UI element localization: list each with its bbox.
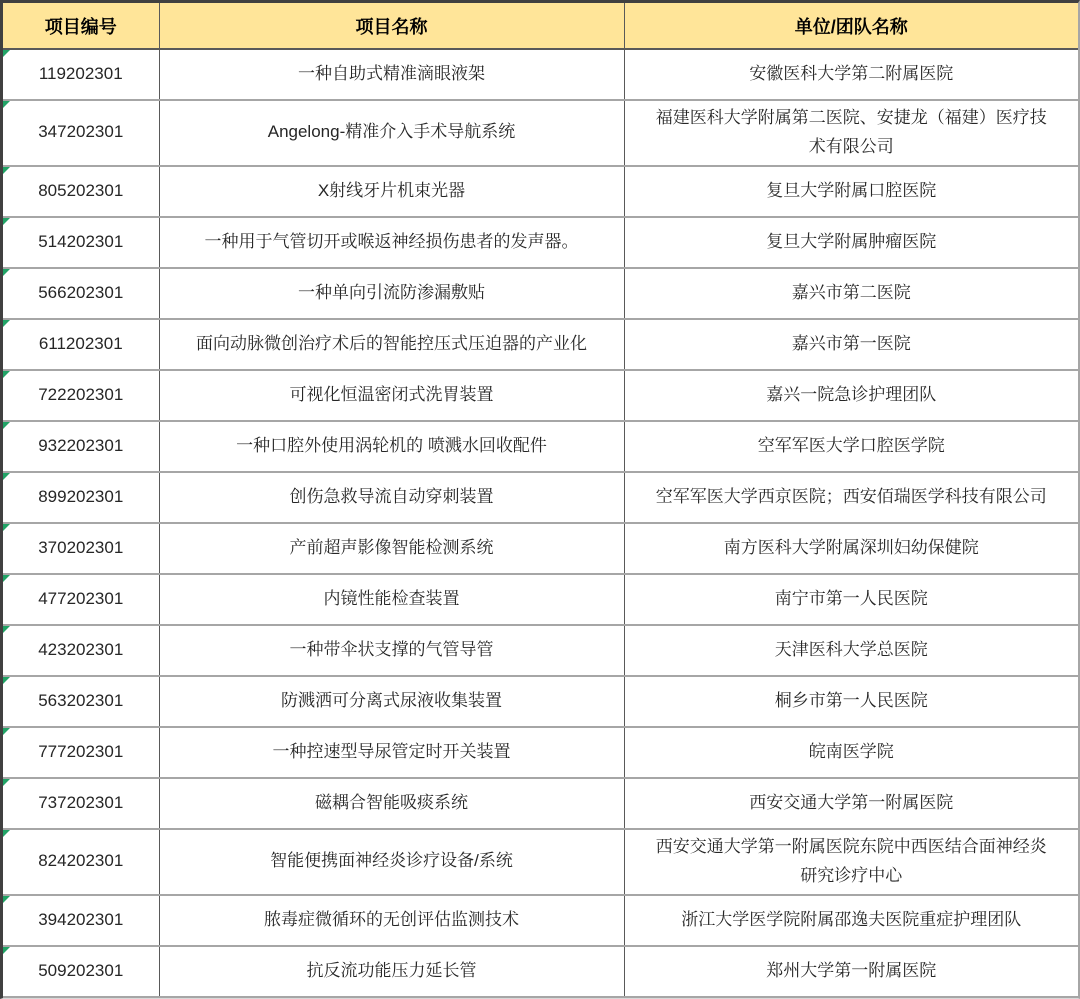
project-id-cell [3, 829, 159, 895]
project-id-text: 563202301 [38, 690, 124, 710]
project-id-text: 119202301 [38, 64, 123, 84]
org-name-cell: 桐乡市第一人民医院 [624, 676, 1078, 727]
project-id-cell [3, 625, 159, 676]
project-name-cell: 一种用于气管切开或喉返神经损伤患者的发声器。 [159, 217, 624, 268]
table-row [3, 574, 1078, 625]
project-name-cell: X射线牙片机束光器 [159, 166, 624, 217]
green-triangle-icon [3, 101, 10, 108]
project-id-cell [3, 370, 159, 421]
project-name-cell: Angelong-精准介入手术导航系统 [159, 100, 624, 166]
table-row [3, 49, 1078, 100]
table-row [3, 166, 1078, 217]
project-id-text: 370202301 [38, 537, 124, 557]
green-triangle-icon [3, 473, 10, 480]
project-name-cell: 可视化恒温密闭式洗胃装置 [159, 370, 624, 421]
project-id-cell [3, 319, 159, 370]
table-row [3, 523, 1078, 574]
project-id-text: 737202301 [38, 792, 124, 812]
project-id-cell [3, 217, 159, 268]
projects-table [3, 3, 1078, 998]
project-id-text: 423202301 [38, 639, 124, 659]
project-id-text: 347202301 [38, 122, 124, 142]
org-name-cell: 复旦大学附属口腔医院 [624, 166, 1078, 217]
table-row [3, 625, 1078, 676]
green-triangle-icon [3, 830, 10, 837]
project-id-text: 566202301 [38, 282, 124, 302]
project-id-text: 899202301 [38, 486, 124, 506]
table-row [3, 946, 1078, 997]
green-triangle-icon [3, 626, 10, 633]
project-name-cell: 防溅洒可分离式尿液收集装置 [159, 676, 624, 727]
green-triangle-icon [3, 575, 10, 582]
project-name-cell: 抗反流功能压力延长管 [159, 946, 624, 997]
project-id-text: 611202301 [38, 333, 123, 353]
project-id-text: 514202301 [38, 231, 124, 251]
column-header-project-id: 项目编号 [3, 3, 159, 49]
project-id-text: 394202301 [38, 909, 124, 929]
project-id-text: 477202301 [38, 588, 124, 608]
project-id-cell [3, 100, 159, 166]
project-id-cell [3, 574, 159, 625]
green-triangle-icon [3, 269, 10, 276]
org-name-cell: 空军军医大学西京医院；西安佰瑞医学科技有限公司 [624, 472, 1078, 523]
green-triangle-icon [3, 677, 10, 684]
project-id-text: 722202301 [38, 384, 124, 404]
project-name-cell: 智能便携面神经炎诊疗设备/系统 [159, 829, 624, 895]
header-row [3, 3, 1078, 49]
table-row [3, 370, 1078, 421]
project-id-cell [3, 676, 159, 727]
org-name-cell: 南方医科大学附属深圳妇幼保健院 [624, 523, 1078, 574]
table-row [3, 472, 1078, 523]
table-header [3, 3, 1078, 49]
org-name-cell: 西安交通大学第一附属医院 [624, 778, 1078, 829]
project-name-cell: 一种带伞状支撑的气管导管 [159, 625, 624, 676]
project-id-cell [3, 268, 159, 319]
org-name-cell: 皖南医学院 [624, 727, 1078, 778]
org-name-cell: 福建医科大学附属第二医院、安捷龙（福建）医疗技术有限公司 [624, 100, 1078, 166]
project-id-cell [3, 166, 159, 217]
green-triangle-icon [3, 50, 10, 57]
table-row [3, 319, 1078, 370]
org-name-cell: 南宁市第一人民医院 [624, 574, 1078, 625]
project-name-cell: 创伤急救导流自动穿刺装置 [159, 472, 624, 523]
table-row [3, 829, 1078, 895]
org-name-cell: 嘉兴市第一医院 [624, 319, 1078, 370]
table-row [3, 421, 1078, 472]
project-name-cell: 脓毒症微循环的无创评估监测技术 [159, 895, 624, 946]
table-row [3, 676, 1078, 727]
org-name-cell: 郑州大学第一附属医院 [624, 946, 1078, 997]
column-header-org-name: 单位/团队名称 [624, 3, 1078, 49]
project-id-text: 777202301 [38, 741, 124, 761]
org-name-cell: 空军军医大学口腔医学院 [624, 421, 1078, 472]
org-name-cell: 复旦大学附属肿瘤医院 [624, 217, 1078, 268]
project-name-cell: 面向动脉微创治疗术后的智能控压式压迫器的产业化 [159, 319, 624, 370]
green-triangle-icon [3, 728, 10, 735]
project-id-text: 805202301 [38, 180, 124, 200]
green-triangle-icon [3, 320, 10, 327]
project-id-text: 824202301 [38, 851, 124, 871]
project-id-cell [3, 472, 159, 523]
project-name-cell: 内镜性能检查装置 [159, 574, 624, 625]
column-header-project-name: 项目名称 [159, 3, 624, 49]
project-id-cell [3, 727, 159, 778]
table-body [3, 49, 1078, 997]
table-row [3, 268, 1078, 319]
project-id-cell [3, 946, 159, 997]
project-name-cell: 一种控速型导尿管定时开关装置 [159, 727, 624, 778]
green-triangle-icon [3, 422, 10, 429]
project-id-cell [3, 895, 159, 946]
project-name-cell: 一种口腔外使用涡轮机的 喷溅水回收配件 [159, 421, 624, 472]
table-row [3, 217, 1078, 268]
org-name-cell: 天津医科大学总医院 [624, 625, 1078, 676]
table-row [3, 895, 1078, 946]
project-name-cell: 一种单向引流防渗漏敷贴 [159, 268, 624, 319]
org-name-cell: 浙江大学医学院附属邵逸夫医院重症护理团队 [624, 895, 1078, 946]
green-triangle-icon [3, 896, 10, 903]
org-name-cell: 嘉兴一院急诊护理团队 [624, 370, 1078, 421]
project-id-text: 932202301 [38, 435, 124, 455]
project-id-cell [3, 523, 159, 574]
green-triangle-icon [3, 947, 10, 954]
project-name-cell: 一种自助式精准滴眼液架 [159, 49, 624, 100]
green-triangle-icon [3, 779, 10, 786]
project-id-cell [3, 421, 159, 472]
green-triangle-icon [3, 524, 10, 531]
project-name-cell: 磁耦合智能吸痰系统 [159, 778, 624, 829]
org-name-cell: 安徽医科大学第二附属医院 [624, 49, 1078, 100]
table-row [3, 778, 1078, 829]
project-id-cell [3, 778, 159, 829]
green-triangle-icon [3, 167, 10, 174]
green-triangle-icon [3, 218, 10, 225]
green-triangle-icon [3, 371, 10, 378]
table-row [3, 100, 1078, 166]
project-id-text: 509202301 [38, 960, 124, 980]
project-name-cell: 产前超声影像智能检测系统 [159, 523, 624, 574]
project-id-cell [3, 49, 159, 100]
table-row [3, 727, 1078, 778]
org-name-cell: 西安交通大学第一附属医院东院中西医结合面神经炎研究诊疗中心 [624, 829, 1078, 895]
org-name-cell: 嘉兴市第二医院 [624, 268, 1078, 319]
